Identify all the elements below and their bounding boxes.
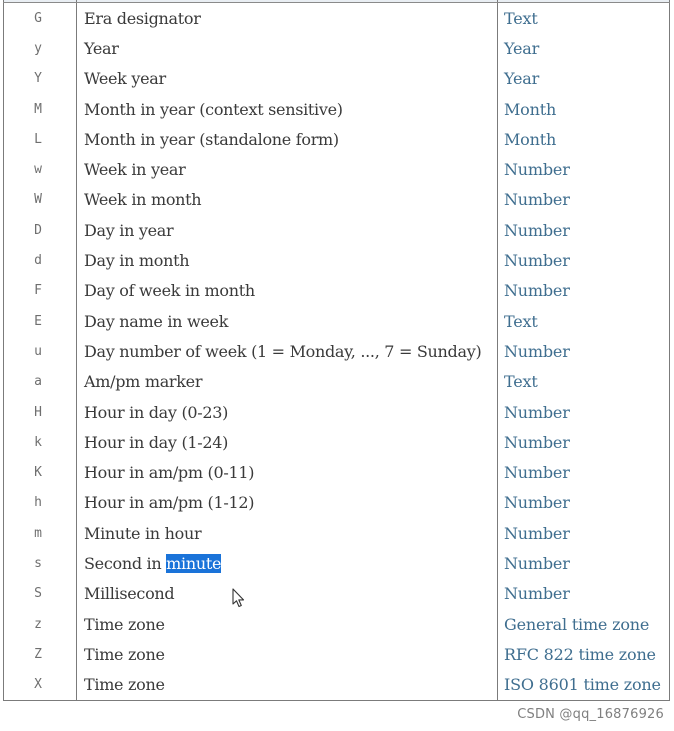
presentation-cell: Number [498, 548, 670, 578]
presentation-cell: Text [498, 3, 670, 34]
presentation-cell: Number [498, 215, 670, 245]
pattern-letter-cell: W [4, 185, 77, 215]
table-row [4, 185, 670, 215]
presentation-cell: Number [498, 154, 670, 184]
presentation-cell: Number [498, 185, 670, 215]
presentation-cell: Number [498, 427, 670, 457]
presentation-cell: RFC 822 time zone [498, 639, 670, 669]
pattern-letter-cell: d [4, 245, 77, 275]
table-row [4, 639, 670, 669]
presentation-cell: Month [498, 94, 670, 124]
date-component-cell[interactable]: Am/pm marker [77, 367, 498, 397]
date-component-text: Second in [84, 553, 167, 573]
date-component-cell[interactable]: Year [77, 33, 498, 63]
date-component-cell[interactable]: Millisecond [77, 579, 498, 609]
table-row [4, 427, 670, 457]
presentation-cell: Text [498, 306, 670, 336]
table-row [4, 33, 670, 63]
pattern-letter-cell: S [4, 579, 77, 609]
pattern-letter-cell: F [4, 276, 77, 306]
table-row [4, 154, 670, 184]
table-row [4, 609, 670, 639]
selected-text-highlight[interactable]: minute [166, 553, 222, 573]
date-component-cell[interactable]: Week in year [77, 154, 498, 184]
date-component-cell[interactable]: Hour in am/pm (1-12) [77, 488, 498, 518]
pattern-letter-cell: E [4, 306, 77, 336]
table-row [4, 367, 670, 397]
date-component-cell[interactable]: Day in month [77, 245, 498, 275]
presentation-cell: Number [498, 518, 670, 548]
date-component-cell[interactable]: Day of week in month [77, 276, 498, 306]
table-row [4, 457, 670, 487]
table-row [4, 397, 670, 427]
pattern-letter-cell: h [4, 488, 77, 518]
presentation-cell: Number [498, 276, 670, 306]
pattern-letter-cell: H [4, 397, 77, 427]
pattern-letter-cell: m [4, 518, 77, 548]
date-component-cell[interactable]: Hour in am/pm (0-11) [77, 457, 498, 487]
table-row [4, 670, 670, 701]
pattern-letter-cell: s [4, 548, 77, 578]
table-row [4, 245, 670, 275]
date-component-cell[interactable]: Day in year [77, 215, 498, 245]
table-row [4, 548, 670, 578]
table-row [4, 94, 670, 124]
date-format-pattern-table [3, 0, 670, 701]
table-row [4, 3, 670, 34]
presentation-cell: ISO 8601 time zone [498, 670, 670, 701]
table-row [4, 306, 670, 336]
pattern-letter-cell: D [4, 215, 77, 245]
pattern-letter-cell: u [4, 336, 77, 366]
presentation-cell: Number [498, 488, 670, 518]
date-component-cell[interactable]: Time zone [77, 670, 498, 701]
date-component-cell[interactable]: Hour in day (0-23) [77, 397, 498, 427]
presentation-cell: Text [498, 367, 670, 397]
date-component-cell[interactable]: Minute in hour [77, 518, 498, 548]
presentation-cell: Year [498, 33, 670, 63]
pattern-letter-cell: w [4, 154, 77, 184]
presentation-cell: Number [498, 397, 670, 427]
table-row [4, 124, 670, 154]
presentation-cell: General time zone [498, 609, 670, 639]
format-letter-table-container [3, 0, 669, 701]
table-row [4, 579, 670, 609]
date-component-cell[interactable]: Week year [77, 64, 498, 94]
date-component-cell[interactable]: Era designator [77, 3, 498, 34]
pattern-letter-cell: Y [4, 64, 77, 94]
presentation-cell: Number [498, 245, 670, 275]
date-component-cell[interactable]: Time zone [77, 639, 498, 669]
date-component-cell[interactable]: Time zone [77, 609, 498, 639]
presentation-cell: Number [498, 457, 670, 487]
pattern-letter-cell: X [4, 670, 77, 701]
date-component-cell[interactable] [77, 548, 498, 578]
date-component-cell[interactable]: Day number of week (1 = Monday, ..., 7 = Sunday) [77, 336, 498, 366]
pattern-letter-cell: a [4, 367, 77, 397]
pattern-letter-cell: z [4, 609, 77, 639]
pattern-letter-cell: K [4, 457, 77, 487]
date-component-cell[interactable]: Month in year (context sensitive) [77, 94, 498, 124]
table-row [4, 518, 670, 548]
pattern-letter-cell: M [4, 94, 77, 124]
pattern-letter-cell: G [4, 3, 77, 34]
table-row [4, 488, 670, 518]
date-component-cell[interactable]: Day name in week [77, 306, 498, 336]
text-cursor-icon [231, 588, 247, 610]
table-row [4, 276, 670, 306]
pattern-letter-cell: L [4, 124, 77, 154]
date-component-cell[interactable]: Week in month [77, 185, 498, 215]
table-row [4, 215, 670, 245]
date-component-cell[interactable]: Month in year (standalone form) [77, 124, 498, 154]
pattern-letter-cell: y [4, 33, 77, 63]
presentation-cell: Month [498, 124, 670, 154]
date-component-cell[interactable]: Hour in day (1-24) [77, 427, 498, 457]
pattern-letter-cell: Z [4, 639, 77, 669]
table-row [4, 336, 670, 366]
pattern-letter-cell: k [4, 427, 77, 457]
presentation-cell: Year [498, 64, 670, 94]
presentation-cell: Number [498, 336, 670, 366]
presentation-cell: Number [498, 579, 670, 609]
watermark: CSDN @qq_16876926 [517, 707, 664, 722]
table-row [4, 64, 670, 94]
